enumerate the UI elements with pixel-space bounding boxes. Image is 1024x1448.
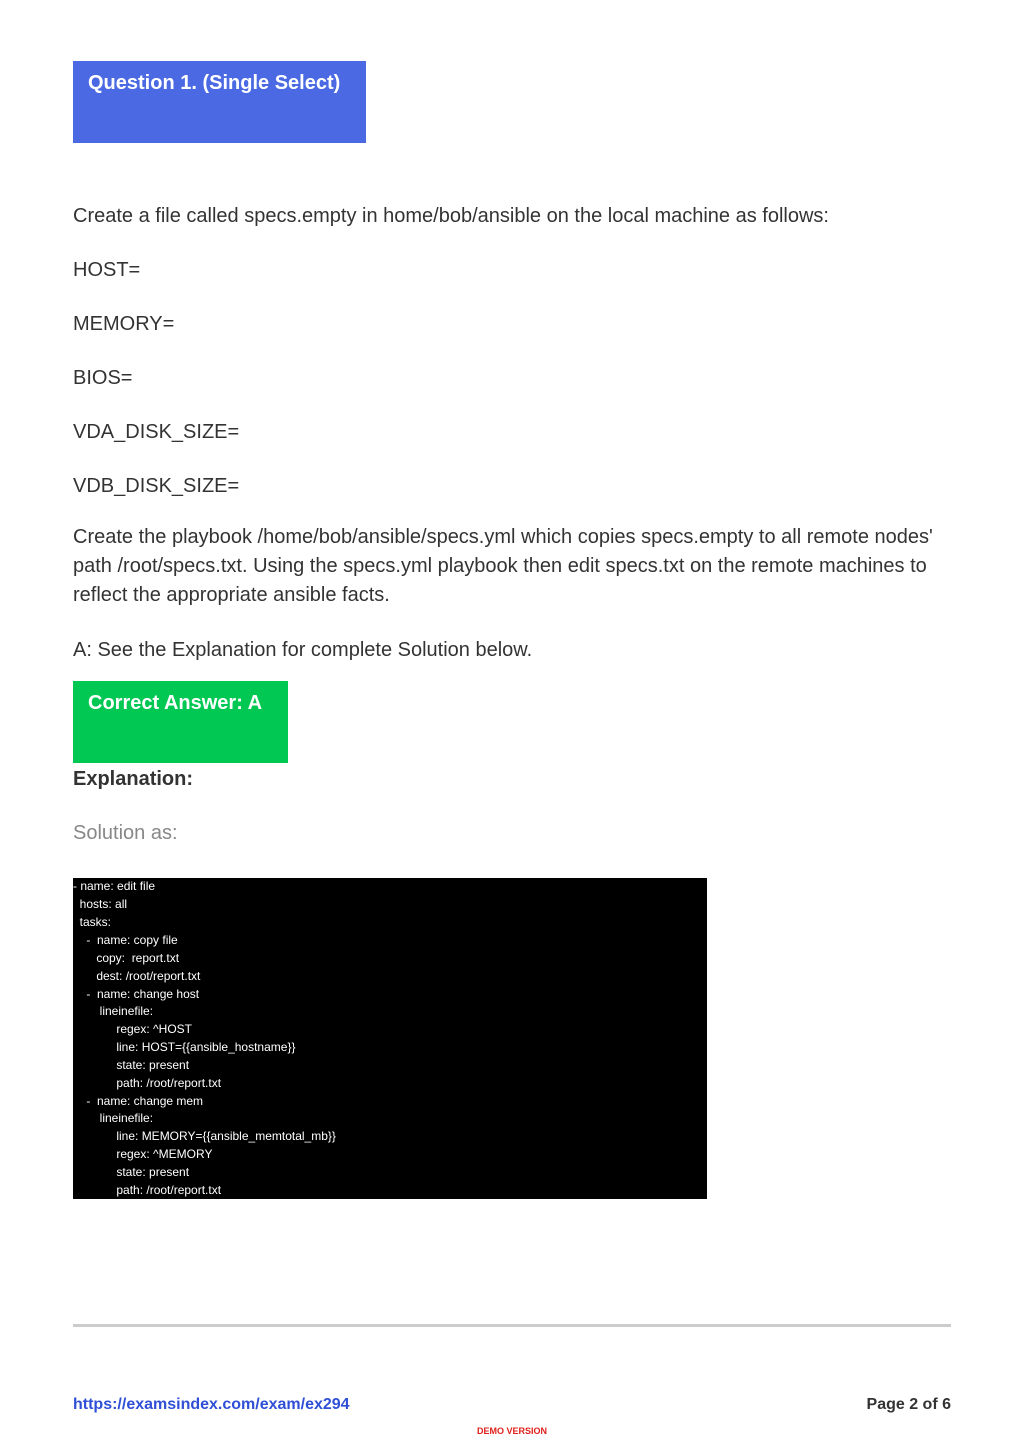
code-line: - name: copy file (73, 933, 178, 947)
code-line: state: present (73, 1058, 190, 1072)
prompt-bios: BIOS= (73, 367, 133, 389)
question-header (73, 61, 366, 143)
solution-label: Solution as: (73, 822, 178, 844)
exam-link[interactable]: https://examsindex.com/exam/ex294 (73, 1396, 350, 1413)
code-line: path: /root/report.txt (73, 1183, 222, 1197)
prompt-vda-disk-size: VDA_DISK_SIZE= (73, 421, 240, 443)
code-line: line: MEMORY={{ansible_memtotal_mb}} (73, 1129, 336, 1143)
page-number: Page 2 of 6 (866, 1396, 951, 1413)
code-line: - name: change mem (73, 1094, 204, 1108)
prompt-intro: Create a file called specs.empty in home/bob/ansible on the local machine as follows: (73, 205, 829, 227)
demo-watermark: DEMO VERSION (476, 1426, 547, 1436)
code-line: lineinefile: (73, 1004, 154, 1018)
code-screenshot (73, 878, 707, 1199)
footer-divider (73, 1324, 951, 1327)
code-line: copy: report.txt (73, 951, 180, 965)
code-line: regex: ^MEMORY (73, 1147, 213, 1161)
code-line: path: /root/report.txt (73, 1076, 222, 1090)
code-line: lineinefile: (73, 1111, 154, 1125)
code-line: hosts: all (73, 897, 128, 911)
code-line: state: present (73, 1165, 190, 1179)
option-a: A: See the Explanation for complete Solution below. (73, 639, 533, 661)
prompt-host: HOST= (73, 259, 141, 281)
playbook-paragraph: Create the playbook /home/bob/ansible/specs.yml which copies specs.empty to all remote nodes' path /root/specs.txt. Using the specs.yml playbook then edit specs.txt on the remote machines to reflect the appropriate ansible facts. (73, 526, 933, 606)
prompt-vdb-disk-size: VDB_DISK_SIZE= (73, 475, 240, 497)
code-line: - name: edit file (73, 879, 156, 893)
explanation-label: Explanation: (73, 768, 194, 790)
question-title: Question 1. (Single Select) (88, 72, 341, 94)
code-line: dest: /root/report.txt (73, 969, 201, 983)
code-line: - name: change host (73, 987, 200, 1001)
code-line: tasks: (73, 915, 112, 929)
code-line: regex: ^HOST (73, 1022, 192, 1036)
prompt-memory: MEMORY= (73, 313, 175, 335)
code-line: line: HOST={{ansible_hostname}} (73, 1040, 296, 1054)
answer-header (73, 681, 288, 763)
answer-label: Correct Answer: A (88, 692, 263, 714)
